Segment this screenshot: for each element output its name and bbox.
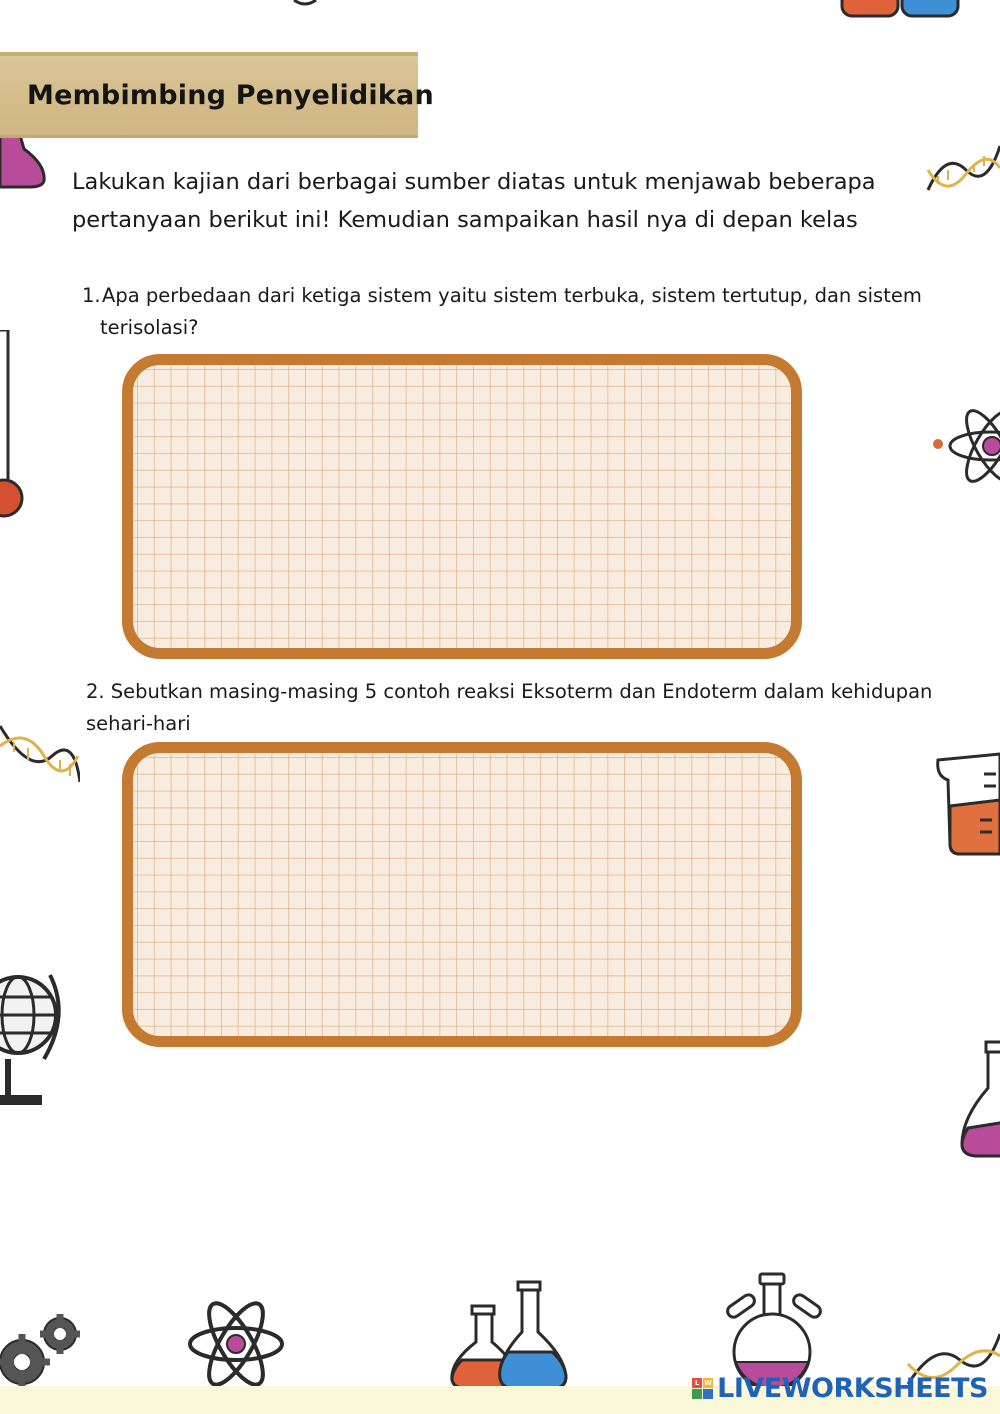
question-2 — [86, 676, 966, 740]
question-2-line-2: sehari-hari — [86, 712, 191, 735]
logo-mark-icon: L W — [692, 1378, 713, 1399]
dna-icon — [0, 716, 80, 790]
page-title: Membimbing Penyelidikan — [27, 80, 434, 111]
flask-icon — [0, 135, 48, 189]
liveworksheets-logo[interactable] — [692, 1371, 988, 1405]
flask-icon — [958, 1038, 1000, 1162]
instructions-line-1: Lakukan kajian dari berbagai sumber diatas untuk menjawab beberapa — [72, 169, 876, 195]
atom-icon — [928, 396, 1000, 496]
answer-box-2[interactable] — [122, 742, 802, 1047]
question-1-text: Apa perbedaan dari ketiga sistem yaitu sistem terbuka, sistem tertutup, dan sistem — [102, 284, 922, 307]
test-tube-rack-icon — [838, 0, 962, 20]
question-1-line-2: terisolasi? — [100, 316, 199, 339]
question-1 — [82, 280, 962, 344]
question-number: 1. — [82, 284, 101, 307]
atom-icon — [186, 1298, 286, 1390]
flask-icon — [446, 1280, 570, 1392]
gears-icon — [0, 1312, 86, 1394]
instructions — [72, 163, 932, 239]
question-2-line-1: 2. Sebutkan masing-masing 5 contoh reaksi Eksoterm dan Endoterm dalam kehidupan — [86, 680, 933, 703]
logo-text: LIVEWORKSHEETS — [717, 1372, 988, 1404]
globe-icon — [0, 955, 68, 1115]
dna-icon — [926, 140, 1000, 202]
small-shape-icon — [290, 0, 320, 8]
beaker-icon — [930, 740, 1000, 860]
answer-box-1[interactable] — [122, 354, 802, 659]
instructions-line-2: pertanyaan berikut ini! Kemudian sampaikan hasil nya di depan kelas — [72, 207, 858, 233]
question-1-line-1 — [82, 280, 962, 312]
thermometer-icon — [0, 330, 30, 520]
